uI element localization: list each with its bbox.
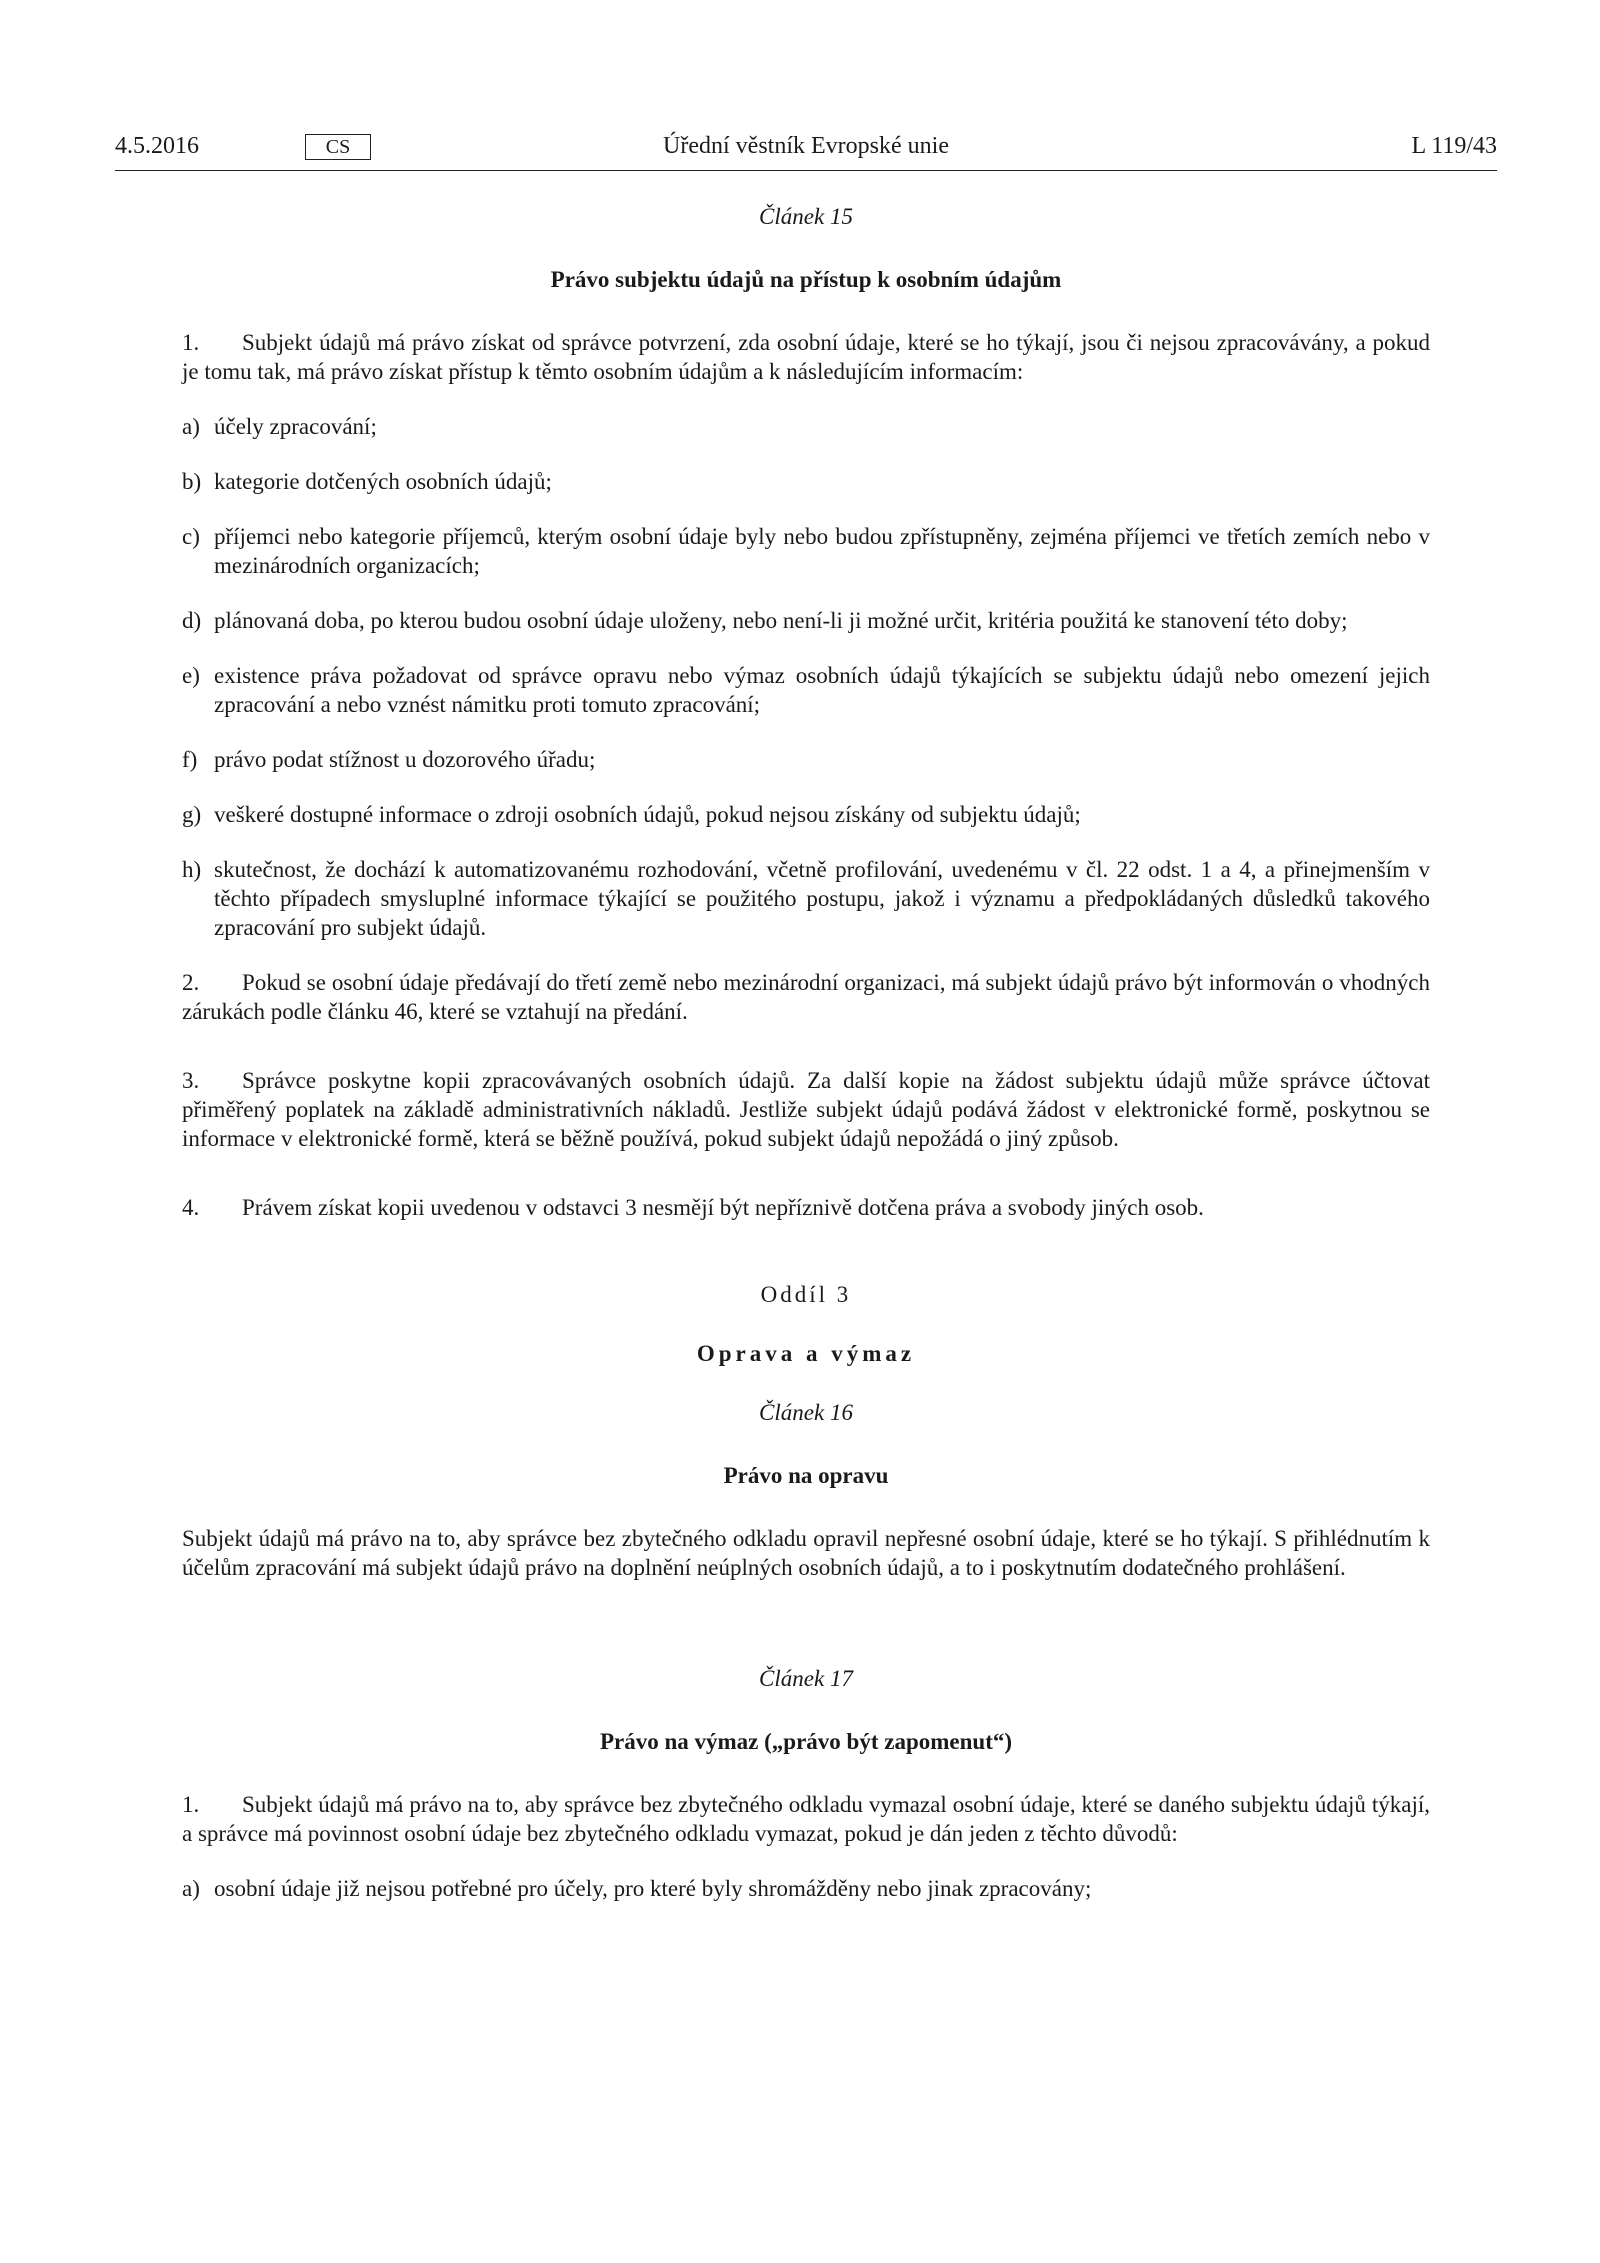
journal-title: Úřední věstník Evropské unie (663, 133, 949, 159)
list-item-label: b) (182, 469, 202, 494)
section-3-title: Oprava a výmaz (696, 1341, 916, 1366)
list-item-text: veškeré dostupné informace o zdroji osobních údajů, pokud nejsou získány od subjektu údajů; (214, 802, 1081, 827)
publication-date: 4.5.2016 (115, 133, 199, 159)
list-item-text: účely zpracování; (214, 414, 377, 439)
article-17-number: Článek 17 (759, 1666, 853, 1691)
paragraph-text: Subjekt údajů má právo získat od správce potvrzení, zda osobní údaje, které se ho týkají, jsou či nejsou zpracovávány, a pokud je tomu tak, má právo získat přístup k těmto osobním údajům a k následujícím informacím: (182, 330, 1430, 384)
article-15-paragraph-4 (182, 1193, 1430, 1222)
list-item (182, 606, 1430, 635)
article-17-title: Právo na výmaz („právo být zapomenut“) (599, 1729, 1013, 1754)
article-16-text: Subjekt údajů má právo na to, aby správce bez zbytečného odkladu opravil nepřesné osobní údaje, které se ho týkají. S přihlédnutím k účelům zpracování má subjekt údajů právo na doplnění neúplných osobních údajů, a to i poskytnutím dodatečného prohlášení. (182, 1526, 1430, 1580)
article-15-number: Článek 15 (759, 204, 853, 229)
article-16-title: Právo na opravu (723, 1463, 889, 1488)
paragraph-text: Subjekt údajů má právo na to, aby správce bez zbytečného odkladu vymazal osobní údaje, které se daného subjektu údajů týkají, a správce má povinnost osobní údaje bez zbytečného odkladu vymazat, pokud je dán jeden z těchto důvodů: (182, 1792, 1430, 1846)
list-item-label: c) (182, 524, 200, 549)
page-header (115, 130, 1497, 171)
paragraph-text: Správce poskytne kopii zpracovávaných osobních údajů. Za další kopie na žádost subjektu údajů může správce účtovat přiměřený poplatek na základě administrativních nákladů. Jestliže subjekt údajů podává žádost v elektronické formě, poskytnou se informace v elektronické formě, která se běžně používá, pokud subjekt údajů nepožádá o jiný způsob. (182, 1068, 1430, 1151)
article-17-paragraph-1 (182, 1790, 1430, 1848)
list-item-label: d) (182, 608, 202, 633)
list-item-label: a) (182, 414, 200, 439)
paragraph-number: 1. (182, 330, 200, 355)
list-item-text: osobní údaje již nejsou potřebné pro účely, pro které byly shromážděny nebo jinak zpracovány; (214, 1876, 1092, 1901)
paragraph-number: 4. (182, 1195, 200, 1220)
list-item-text: příjemci nebo kategorie příjemců, kterým osobní údaje byly nebo budou zpřístupněny, zejména příjemci ve třetích zemích nebo v mezinárodních organizacích; (214, 524, 1430, 578)
list-item (182, 412, 1430, 441)
paragraph-number: 1. (182, 1792, 200, 1817)
section-3-label: Oddíl 3 (760, 1282, 852, 1307)
list-item-label: h) (182, 857, 202, 882)
document-body (182, 196, 1430, 1903)
list-item (182, 800, 1430, 829)
language-code-box: CS (305, 134, 371, 160)
list-item-label: g) (182, 802, 202, 827)
article-15-paragraph-2 (182, 968, 1430, 1026)
list-item (182, 661, 1430, 719)
list-item-text: plánovaná doba, po kterou budou osobní údaje uloženy, nebo není-li ji možné určit, kritéria použitá ke stanovení této doby; (214, 608, 1348, 633)
paragraph-number: 2. (182, 970, 200, 995)
article-15-title: Právo subjektu údajů na přístup k osobním údajům (550, 267, 1062, 292)
list-item-text: kategorie dotčených osobních údajů; (214, 469, 552, 494)
list-item (182, 522, 1430, 580)
paragraph-text: Pokud se osobní údaje předávají do třetí země nebo mezinárodní organizaci, má subjekt údajů právo být informován o vhodných zárukách podle článku 46, které se vztahují na předání. (182, 970, 1430, 1024)
list-item-label: e) (182, 663, 200, 688)
list-item-text: existence práva požadovat od správce opravu nebo výmaz osobních údajů týkajících se subjektu údajů nebo omezení jejich zpracování a nebo vznést námitku proti tomuto zpracování; (214, 663, 1430, 717)
list-item (182, 855, 1430, 942)
article-15-paragraph-3 (182, 1066, 1430, 1153)
paragraph-number: 3. (182, 1068, 200, 1093)
article-16-number: Článek 16 (759, 1400, 853, 1425)
list-item-text: právo podat stížnost u dozorového úřadu; (214, 747, 596, 772)
paragraph-text: Právem získat kopii uvedenou v odstavci 3 nesmějí být nepříznivě dotčena práva a svobody jiných osob. (242, 1195, 1204, 1220)
list-item (182, 467, 1430, 496)
list-item (182, 1874, 1430, 1903)
list-item-label: a) (182, 1876, 200, 1901)
page-reference: L 119/43 (1411, 133, 1497, 159)
article-15-paragraph-1 (182, 328, 1430, 386)
list-item-label: f) (182, 747, 198, 772)
list-item (182, 745, 1430, 774)
list-item-text: skutečnost, že dochází k automatizovanému rozhodování, včetně profilování, uvedenému v čl. 22 odst. 1 a 4, a přinejmenším v těchto případech smysluplné informace týkající se použitého postupu, jakož i významu a předpokládaných důsledků takového zpracování pro subjekt údajů. (214, 857, 1430, 940)
